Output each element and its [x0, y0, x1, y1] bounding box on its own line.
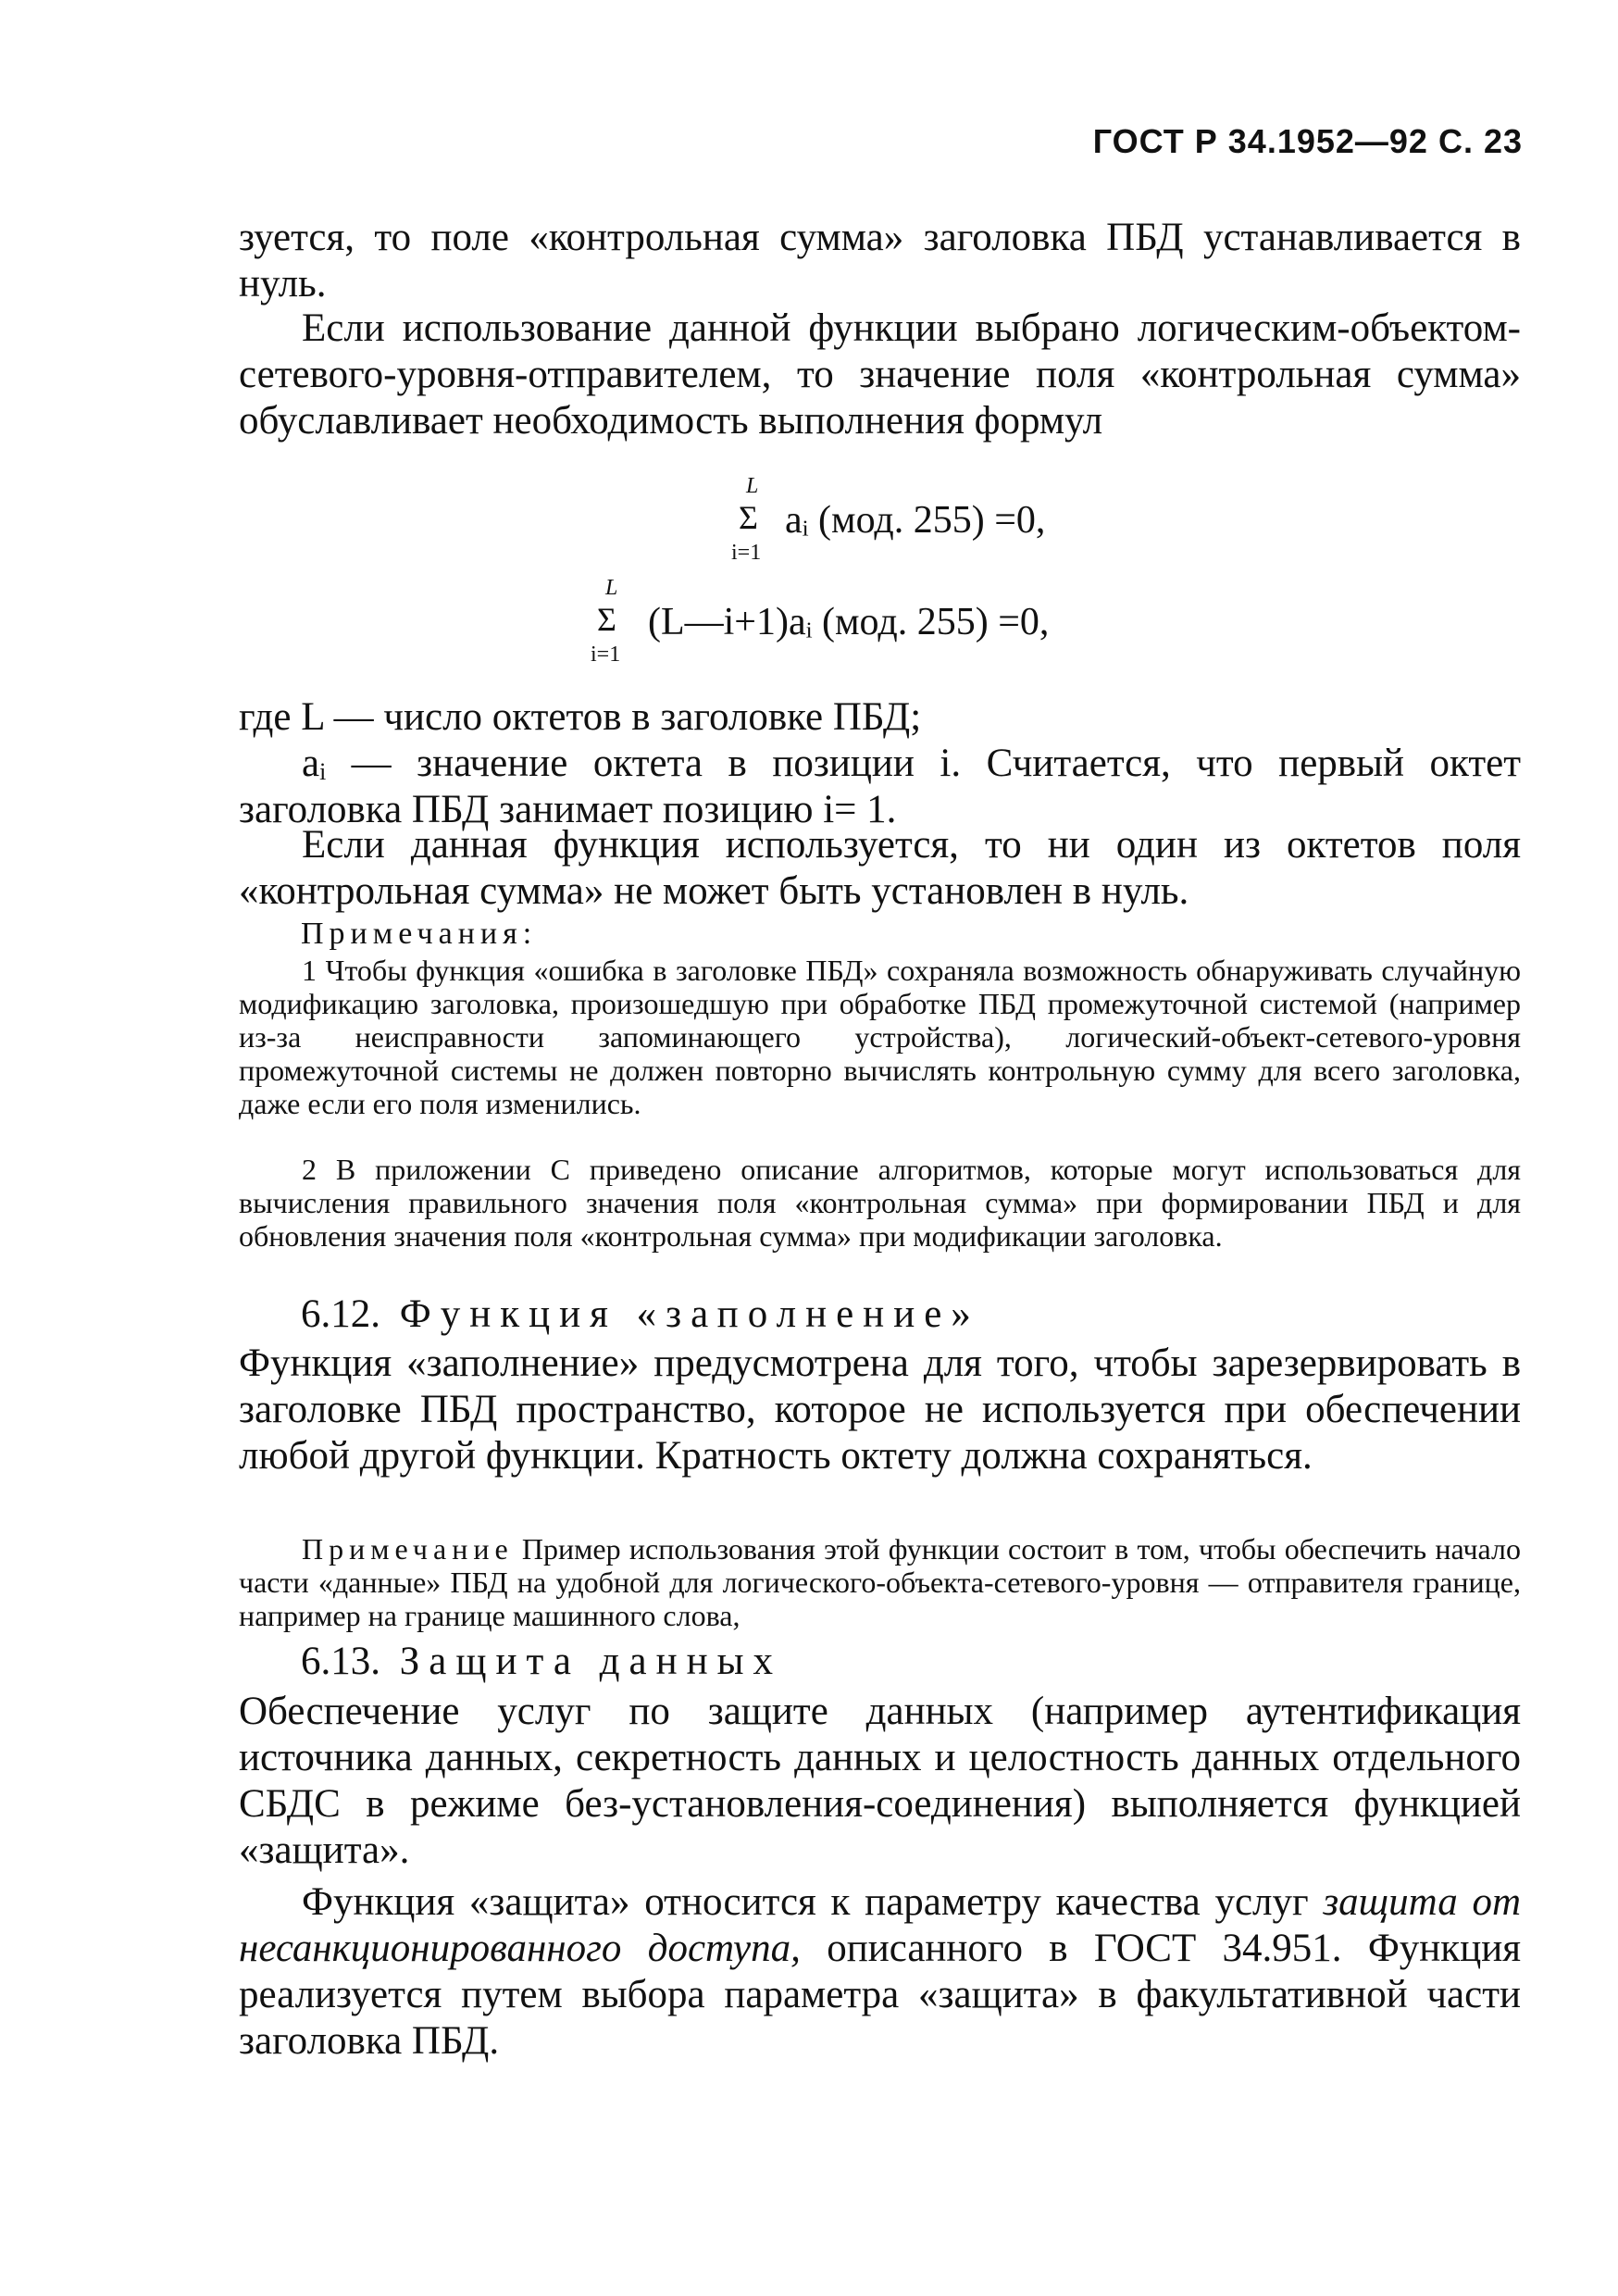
- note-2: 2 В приложении С приведено описание алгоритмов, которые могут использоваться для вычисления правильного значения поля «контрольная сумма» при формировании ПБД и для обновления значения поля «контрольная сумма» при модификации заголовка.: [239, 1153, 1521, 1253]
- section-6-13-heading: [301, 1639, 782, 1684]
- note-1: 1 Чтобы функция «ошибка в заголовке ПБД» сохраняла возможность обнаруживать случайную модификацию заголовка, произошедшую при обработке ПБД промежуточной системой (например из-за неисправности запоминающего устройства), логический-объект-сетевого-уровня промежуточной системы не должен повторно вычислять контрольную сумму для всего заголовка, даже если его поля изменились.: [239, 954, 1521, 1120]
- formula-2-expression: (L—i+1)aᵢ (мод. 255) =0,: [648, 601, 1050, 643]
- note-3-label: Примечание: [302, 1532, 514, 1566]
- note-3-text: Пример использования этой функции состоит в том, чтобы обеспечить начало части «данные» ПБД на удобной для логического-объекта-сетевого-уровня — отправителя границе, например на границе машинного слова,: [239, 1532, 1522, 1632]
- formula-2-lower-limit: i=1: [591, 643, 621, 667]
- where-definition-a: aᵢ — значение октета в позиции i. Считается, что первый октет заголовка ПБД занимает позицию i= 1.: [239, 742, 1521, 831]
- notes-heading: Примечания:: [301, 917, 538, 951]
- note-3: [239, 1532, 1521, 1632]
- section-6-12-heading: [301, 1292, 980, 1337]
- paragraph-6-italic-term: защита от несанкционированного доступа,: [239, 1880, 1521, 1970]
- paragraph-2: Если использование данной функции выбрано логическим-объектом-сетевого-уровня-отправителем, то значение поля «контрольная сумма» обуславливает необходимость выполнения формул: [239, 306, 1521, 443]
- where-definition-L: где L — число октетов в заголовке ПБД;: [239, 695, 922, 739]
- formula-1-lower-limit: i=1: [731, 541, 762, 565]
- paragraph-5: Обеспечение услуг по защите данных (например аутентификация источника данных, секретность данных и целостность данных отдельного СБДС в режиме без-установления-соединения) выполняется функцией «защита».: [239, 1690, 1521, 1872]
- formula-1-expression: aᵢ (мод. 255) =0,: [785, 499, 1046, 542]
- section-6-12-number: 6.12.: [301, 1292, 380, 1336]
- paragraph-4: Функция «заполнение» предусмотрена для того, чтобы зарезервировать в заголовке ПБД пространство, которое не используется при обеспечении любой другой функции. Кратность октету должна сохраняться.: [239, 1341, 1521, 1478]
- section-6-12-title: Функция «заполнение»: [399, 1292, 980, 1336]
- formula-2-upper-limit: L: [605, 576, 618, 600]
- paragraph-6-end: описанного в ГОСТ 34.951. Функция реализуется путем выбора параметра «защита» в факультативной части заголовка ПБД.: [239, 1927, 1521, 2063]
- section-6-13-title: Защита данных: [399, 1640, 783, 1683]
- paragraph-6-start: Функция «защита» относится к параметру качества услуг: [302, 1880, 1309, 1924]
- page-header: ГОСТ Р 34.1952—92 С. 23: [1092, 122, 1523, 160]
- formula-1-sigma: Σ: [739, 499, 758, 536]
- formula-2-sigma: Σ: [597, 601, 616, 638]
- paragraph-3: Если данная функция используется, то ни один из октетов поля «контрольная сумма» не может быть установлен в нуль.: [239, 823, 1521, 913]
- section-6-13-number: 6.13.: [301, 1640, 380, 1683]
- paragraph-1: зуется, то поле «контрольная сумма» заголовка ПБД устанавливается в нуль.: [239, 216, 1521, 306]
- formula-1-upper-limit: L: [746, 474, 759, 498]
- paragraph-6: [239, 1879, 1521, 2065]
